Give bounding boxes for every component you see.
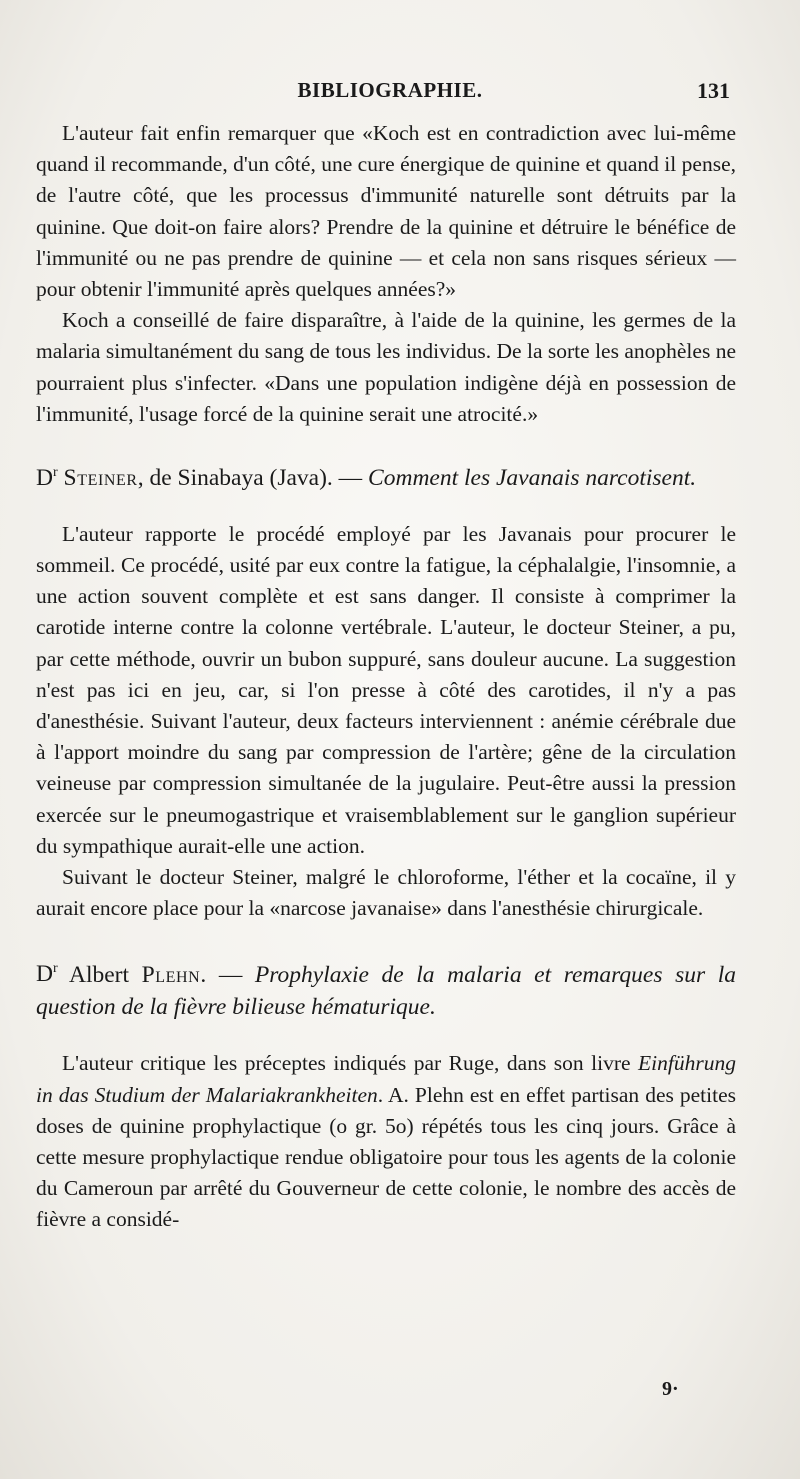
author-name: Steiner bbox=[63, 464, 138, 491]
entry-heading-steiner bbox=[36, 456, 736, 495]
author-location: , de Sinabaya (Java). — bbox=[137, 464, 369, 491]
article-title: Comment les Javanais narcotisent. bbox=[368, 464, 697, 491]
page-header bbox=[50, 78, 730, 110]
page-number: 131 bbox=[697, 78, 730, 103]
paragraph-javanese-narcosis: Suivant le docteur Steiner, malgré le chloroforme, l'éther et la cocaïne, il y aurait encore place pour la «narcose javanaise» dans l'anesthésie chirurgicale. bbox=[36, 865, 736, 921]
book-title: Einführung in das Studium der Malariakrankheiten bbox=[36, 1051, 736, 1107]
author-name: Plehn bbox=[141, 961, 201, 988]
signature-mark: 9· bbox=[662, 1378, 679, 1400]
paragraph-plehn-critique: L'auteur critique les préceptes indiqués par Ruge, dans son livre Einführung in das Studium der Malariakrankheiten. A. Plehn est en effet partisan des petites doses de quinine prophylactique (o gr. 5o) répétés tous les cinq jours. Grâce à cette mesure prophylactique rendue obligatoire pour tous les agents de la colonie du Cameroun par arrêté du Gouverneur de cette colonie, le nombre des accès de fièvre a considé- bbox=[36, 1051, 736, 1232]
paragraph-javanese-procedure: L'auteur rapporte le procédé employé par les Javanais pour procurer le sommeil. Ce procédé, usité par eux contre la fatigue, la céphalalgie, l'insomnie, a une action souvent complète et est sans danger. Il consiste à comprimer la carotide interne contre la colonne vertébrale. L'auteur, le docteur Steiner, a pu, par cette méthode, ouvrir un bubon suppuré, sans douleur aucune. La suggestion n'est pas ici en jeu, car, si l'on presse à côté des carotides, il n'y a pas d'anesthésie. Suivant l'auteur, deux facteurs interviennent : anémie cérébrale due à l'apport moindre du sang par compression de l'artère; gêne de la circulation veineuse par compression simultanée de la jugulaire. Peut-être aussi la pression exercée sur le pneumogastrique et vraisemblablement sur le ganglion supérieur du sympathique aurait-elle une action. bbox=[36, 521, 736, 858]
page-body bbox=[36, 118, 736, 1236]
paragraph-koch-contradiction: L'auteur fait enfin remarquer que «Koch est en contradiction avec lui-même quand il recommande, d'un côté, une cure énergique de quinine et quand il pense, de l'autre côté, que les processus d'immunité naturelle sont détruits par la quinine. Que doit-on faire alors? Prendre de la quinine et détruire le bénéfice de l'immunité ou ne pas prendre de quinine — et cela non sans risques sérieux — pour obtenir l'immunité après quelques années?» bbox=[36, 121, 736, 302]
author-first-name: Albert bbox=[68, 961, 142, 988]
running-title: BIBLIOGRAPHIE. bbox=[297, 78, 483, 102]
paragraph-koch-advice: Koch a conseillé de faire disparaître, à l'aide de la quinine, les germes de la malaria simultanément du sang de tous les individus. De la sorte les anophèles ne pourraient plus s'infecter. «Dans une population indigène déjà en possession de l'immunité, l'usage forcé de la quinine serait une atrocité.» bbox=[36, 308, 736, 426]
entry-heading-plehn bbox=[36, 953, 736, 1025]
doctor-abbrev: $D^r$ bbox=[36, 464, 58, 491]
article-title: Prophylaxie de la malaria et remarques sur la question de la fièvre bilieuse hématurique. bbox=[36, 961, 737, 1021]
title-separator: . — bbox=[200, 961, 255, 988]
doctor-abbrev: $D^r$ bbox=[36, 961, 58, 988]
